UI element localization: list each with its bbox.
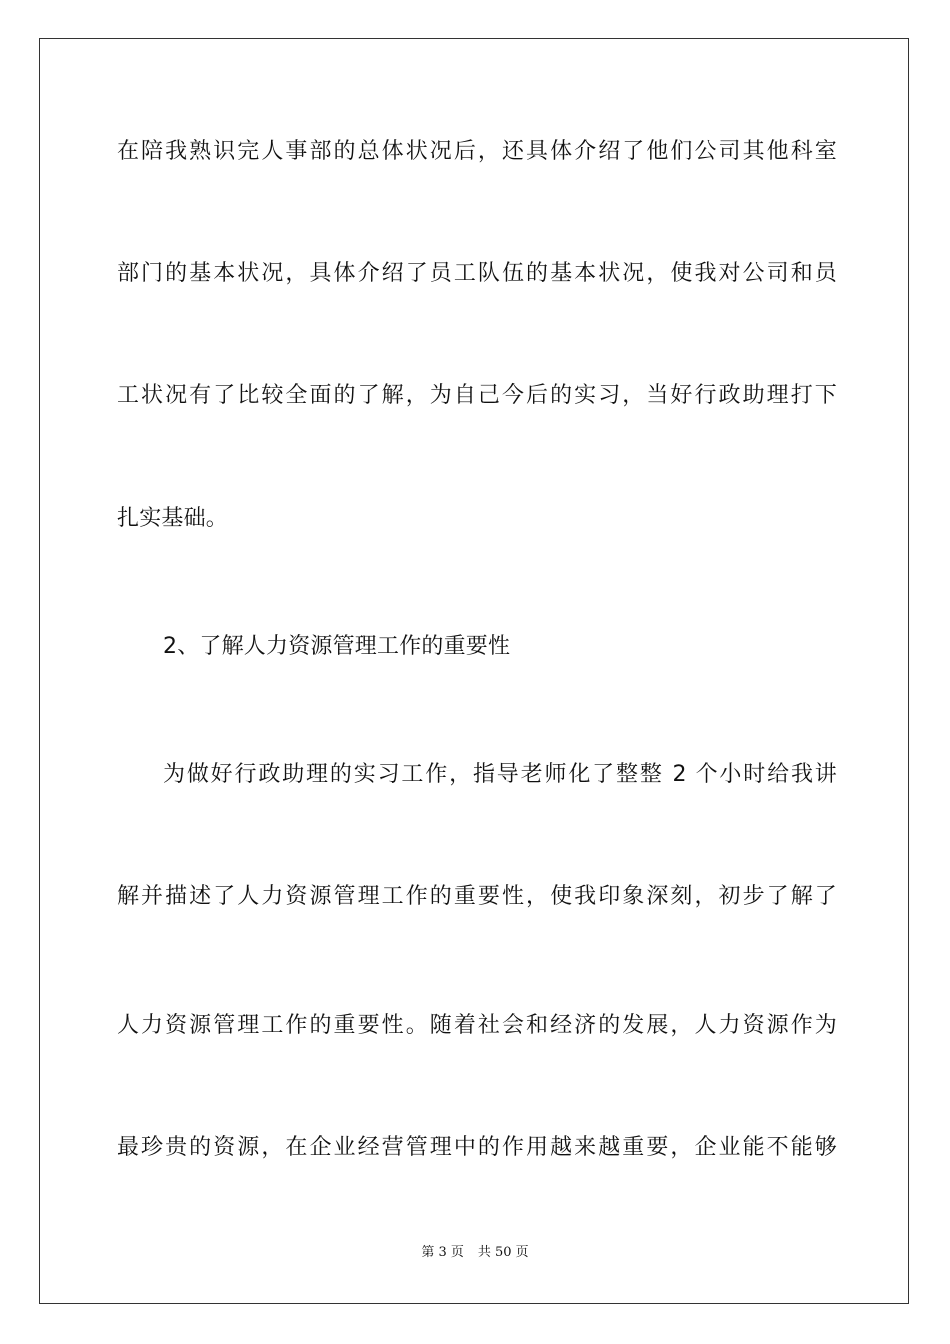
body-line-3: 工状况有了比较全面的了解，为自己今后的实习，当好行政助理打下 xyxy=(117,383,837,408)
body-line-8: 最珍贵的资源，在企业经营管理中的作用越来越重要，企业能不能够 xyxy=(117,1135,837,1160)
section-heading: 2、了解人力资源管理工作的重要性 xyxy=(163,634,511,659)
body-line-5: 为做好行政助理的实习工作，指导老师化了整整 2 个小时给我讲 xyxy=(163,762,837,787)
body-line-4: 扎实基础。 xyxy=(117,506,229,531)
body-line-1: 在陪我熟识完人事部的总体状况后，还具体介绍了他们公司其他科室 xyxy=(117,139,837,164)
page-number: 第 3 页 xyxy=(421,1245,464,1260)
page-border xyxy=(39,38,909,1304)
page-footer xyxy=(0,1244,950,1262)
body-line-2: 部门的基本状况，具体介绍了员工队伍的基本状况，使我对公司和员 xyxy=(117,261,837,286)
body-line-6: 解并描述了人力资源管理工作的重要性，使我印象深刻，初步了解了 xyxy=(117,884,837,909)
page-total: 共 50 页 xyxy=(477,1245,529,1260)
body-line-7: 人力资源管理工作的重要性。随着社会和经济的发展，人力资源作为 xyxy=(117,1013,837,1038)
